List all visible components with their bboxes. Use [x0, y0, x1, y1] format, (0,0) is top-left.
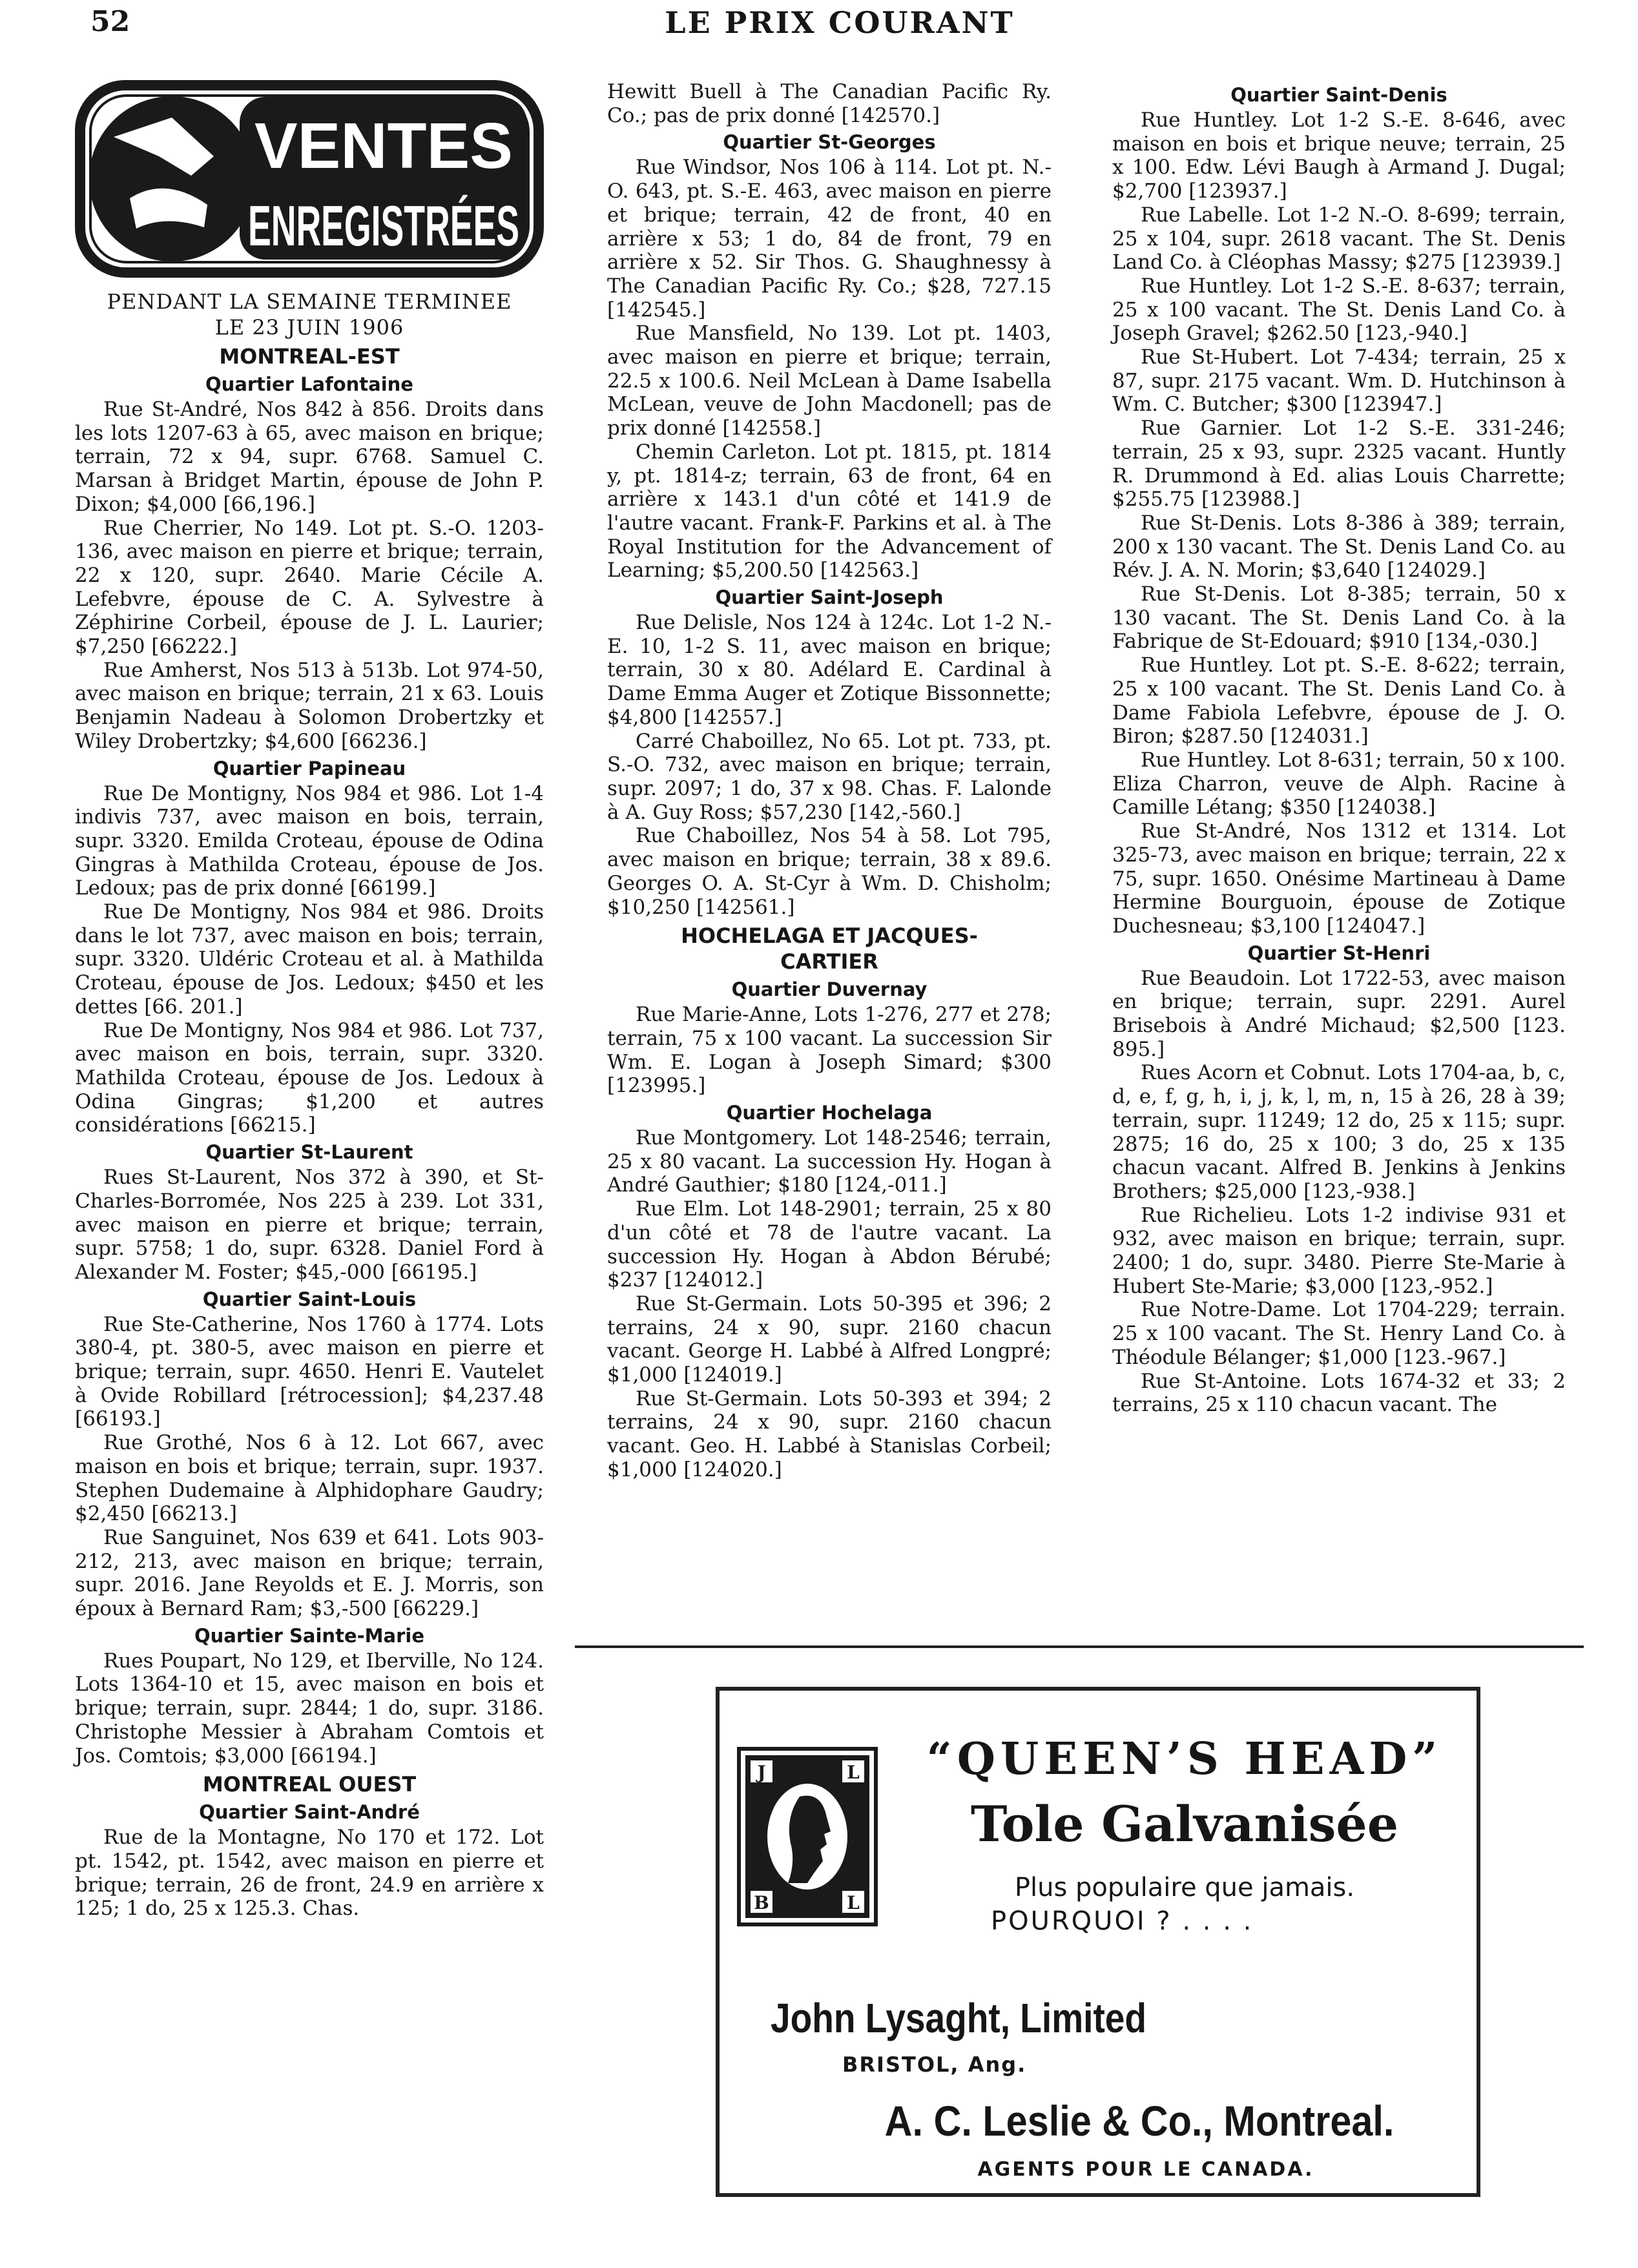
column-divider-rule — [575, 1645, 1584, 1648]
ventes-enregistrees-logo — [75, 79, 544, 279]
logo-line2: ENREGISTRÉES — [248, 194, 519, 258]
week-line-2: LE 23 JUIN 1906 — [214, 315, 404, 340]
page-number: 52 — [90, 5, 130, 38]
sale-entry: Rue Elm. Lot 148-2901; terrain, 25 x 80 d'un côté et 78 de l'autre vacant. La succession Hy. Hogan à Abdon Bérubé; $237 [124012.] — [607, 1197, 1052, 1292]
sale-entry: Rue St-Denis. Lot 8-385; terrain, 50 x 130 vacant. The St. Denis Land Co. à la Fabrique de St-Edouard; $910 [134,-030.] — [1112, 582, 1566, 654]
ad-question: POURQUOI ? . . . . — [991, 1906, 1254, 1936]
quartier-heading: Quartier St-Laurent — [205, 1141, 413, 1164]
sale-entry: Rue De Montigny, Nos 984 et 986. Lot 737, avec maison en bois, terrain, supr. 3320. Mathilda Croteau, épouse de Jos. Ledoux à Odina Gingras; $1,200 et autres considérations [66215.] — [75, 1018, 544, 1137]
sale-entry: Rue Notre-Dame. Lot 1704-229; terrain. 25 x 100 vacant. The St. Henry Land Co. à Théodule Bélanger; $1,000 [123.-967.] — [1112, 1298, 1566, 1369]
sale-entry: Rue de la Montagne, No 170 et 172. Lot pt. 1542, pt. 1542, avec maison en pierre et brique; terrain, 26 de front, 24.9 en arrière x 125; 1 do, 25 x 125.3. Chas. — [75, 1826, 544, 1921]
svg-text:J: J — [757, 1762, 766, 1783]
sale-entry: Rue Sanguinet, Nos 639 et 641. Lots 903-212, 213, avec maison en brique; terrain, supr. 2016. Jane Reyolds et E. J. Morris, son époux à Bernard Ram; $3,-500 [66229.] — [75, 1525, 544, 1621]
section-heading: MONTREAL OUEST — [202, 1772, 417, 1797]
sale-entry: Rue Mansfield, No 139. Lot pt. 1403, avec maison en pierre et brique; terrain, 22.5 x 100.6. Neil McLean à Dame Isabella McLean, veuve de John Macdonell; pas de prix donné [142558.] — [607, 322, 1052, 440]
svg-text:B: B — [754, 1892, 769, 1913]
quartier-heading: Quartier Saint-André — [199, 1801, 420, 1824]
sale-entry: Rue Richelieu. Lots 1-2 indivise 931 et 932, avec maison en brique; terrain, supr. 2400; 1 do, supr. 3480. Pierre Ste-Marie à Hubert Ste-Marie; $3,000 [123,-952.] — [1112, 1203, 1566, 1298]
week-line-1: PENDANT LA SEMAINE TERMINEE — [107, 289, 512, 314]
sale-entry: Rue Grothé, Nos 6 à 12. Lot 667, avec maison en bois et brique; terrain, supr. 1937. Stephen Dudemaine à Alphidophare Gaudry; $2,450 [66213.] — [75, 1431, 544, 1526]
sale-entry: Rue St-Germain. Lots 50-393 et 394; 2 terrains, 24 x 90, supr. 2160 chacun vacant. Geo. H. Labbé à Stanislas Corbeil; $1,000 [124020.] — [607, 1387, 1052, 1481]
section-heading: MONTREAL-EST — [219, 344, 400, 369]
ad-manufacturer: John Lysaght, Limited — [770, 1995, 1147, 2041]
ad-agent-role: AGENTS POUR LE CANADA. — [977, 2158, 1314, 2181]
quartier-heading: Quartier Lafontaine — [205, 373, 413, 395]
sale-entry: Carré Chaboillez, No 65. Lot pt. 733, pt. S.-O. 732, avec maison en brique; terrain, supr. 2097; 1 do, 37 x 98. Chas. F. Lalonde à A. Guy Ross; $57,230 [142,-560.] — [607, 729, 1052, 824]
section-heading: HOCHELAGA ET JACQUES- — [681, 923, 978, 949]
quartier-heading: Quartier Saint-Joseph — [715, 586, 944, 609]
quartier-heading: Quartier Duvernay — [731, 978, 928, 1001]
sale-entry: Rue De Montigny, Nos 984 et 986. Lot 1-4 indivis 737, avec maison en bois, terrain, supr. 3320. Emilda Croteau, épouse de Odina Gingras à Mathilda Croteau, épouse de Jos. Ledoux; pas de prix donné [66199.] — [75, 781, 544, 900]
sale-entry: Rue St-André, Nos 842 à 856. Droits dans les lots 1207-63 à 65, avec maison en brique; terrain, 72 x 94, supr. 6768. Samuel C. Marsan à Bridget Martin, épouse de John P. Dixon; $4,000 [66,196.] — [75, 398, 544, 516]
sale-entry: Rue Delisle, Nos 124 à 124c. Lot 1-2 N.-E. 10, 1-2 S. 11, avec maison en brique; terrain, 30 x 80. Adélard E. Cardinal à Dame Emma Auger et Zotique Bissonnette; $4,800 [142557.] — [607, 611, 1052, 729]
logo-line1: VENTES — [254, 110, 513, 182]
sale-entry: Rue Beaudoin. Lot 1722-53, avec maison en brique; terrain, supr. 2291. Aurel Brisebois à André Michaud; $2,500 [123. 895.] — [1112, 966, 1566, 1061]
sale-entry: Rue Cherrier, No 149. Lot pt. S.-O. 1203-136, avec maison en pierre et brique; terrain, 22 x 120, supr. 2640. Marie Cécile A. Lefebvre, épouse de C. A. Sylvestre à Zéphirine Corbeil, épouse de J. L. Laurier; $7,250 [66222.] — [75, 516, 544, 659]
sale-entry: Rue Amherst, Nos 513 à 513b. Lot 974-50, avec maison en brique; terrain, 21 x 63. Louis Benjamin Nadeau à Solomon Drobertzky et Wiley Drobertzky; $4,600 [66236.] — [75, 658, 544, 753]
sale-entry: Rue St-Germain. Lots 50-395 et 396; 2 terrains, 24 x 90, supr. 2160 chacun vacant. George H. Labbé à Alfred Longpré; $1,000 [124019.] — [607, 1292, 1052, 1387]
quartier-heading: Quartier Papineau — [213, 757, 406, 779]
svg-text:L: L — [847, 1762, 860, 1783]
journal-title: LE PRIX COURANT — [665, 5, 1015, 40]
quartier-heading: Quartier St-Georges — [723, 131, 936, 154]
sale-entry: Rues Acorn et Cobnut. Lots 1704-aa, b, c, d, e, f, g, h, i, j, k, l, m, n, 15 à 26, 28 à 39; terrain, supr. 11249; 12 do, 25 x 115; supr. 2875; 16 do, 25 x 100; 3 do, 25 x 135 chacun vacant. Alfred B. Jenkins à Jenkins Brothers; $25,000 [123,-938.] — [1112, 1061, 1566, 1203]
queen-head-stamp-icon — [736, 1746, 878, 1927]
sale-entry: Rue Huntley. Lot pt. S.-E. 8-622; terrain, 25 x 100 vacant. The St. Denis Land Co. à Dame Fabiola Lefebvre, épouse de J. O. Biron; $287.50 [124031.] — [1112, 654, 1566, 748]
sale-entry: Rue Montgomery. Lot 148-2546; terrain, 25 x 80 vacant. La succession Hy. Hogan à André Gauthier; $180 [124,-011.] — [607, 1126, 1052, 1197]
sale-entry: Rue Marie-Anne, Lots 1-276, 277 et 278; terrain, 75 x 100 vacant. La succession Sir Wm. E. Logan à Joseph Simard; $300 [123995.] — [607, 1003, 1052, 1098]
sale-entry: Rue St-André, Nos 1312 et 1314. Lot 325-73, avec maison en brique; terrain, 22 x 75, supr. 1650. Onésime Martineau à Dame Hermine Bourguoin, épouse de Zotique Duchesneau; $3,100 [124047.] — [1112, 820, 1566, 938]
ad-brand: “QUEEN’S HEAD” — [926, 1733, 1443, 1785]
column-3 — [1112, 83, 1566, 1417]
quartier-heading: Quartier Sainte-Marie — [194, 1624, 424, 1647]
ad-manufacturer-city: BRISTOL, Ang. — [842, 2052, 1027, 2077]
sale-entry: Rue Ste-Catherine, Nos 1760 à 1774. Lots 380-4, pt. 380-5, avec maison en pierre et brique; terrain, supr. 4650. Henri E. Vautelet à Ovide Robillard [rétrocession]; $4,237.48 [66193.] — [75, 1312, 544, 1431]
ad-tagline: Plus populaire que jamais. — [1014, 1873, 1355, 1902]
sale-entry: Rue Garnier. Lot 1-2 S.-E. 331-246; terrain, 25 x 93, supr. 2325 vacant. Huntly R. Drummond à Ed. alias Louis Charrette; $255.75 [123988.] — [1112, 417, 1566, 511]
queens-head-advertisement — [716, 1687, 1480, 2197]
svg-text:L: L — [847, 1892, 860, 1913]
sale-entry: Rue De Montigny, Nos 984 et 986. Droits dans le lot 737, avec maison en bois; terrain, supr. 3320. Uldéric Croteau et al. à Mathilda Croteau, épouse de Jos. Ledoux; $450 et les dettes [66. 201.] — [75, 900, 544, 1018]
column-1 — [75, 79, 544, 1921]
sale-entry: Rue Windsor, Nos 106 à 114. Lot pt. N.-O. 643, pt. S.-E. 463, avec maison en pierre et brique; terrain, 42 de front, 40 en arrière x 53; 1 do, 84 de front, 79 en arrière x 52. Sir Thos. G. Shaughnessy à The Canadian Pacific Ry. Co.; $28, 727.15 [142545.] — [607, 156, 1052, 322]
sale-entry: Rue Huntley. Lot 1-2 S.-E. 8-646, avec maison en bois et brique neuve; terrain, 25 x 100. Edw. Lévi Baugh à Armand J. Dugal; $2,700 [123937.] — [1112, 108, 1566, 203]
sale-entry: Rue St-Antoine. Lots 1674-32 et 33; 2 terrains, 25 x 110 chacun vacant. The — [1112, 1369, 1566, 1417]
sale-entry: Rue Chaboillez, Nos 54 à 58. Lot 795, avec maison en brique; terrain, 38 x 89.6. Georges O. A. St-Cyr à Wm. D. Chisholm; $10,250 [142561.] — [607, 824, 1052, 919]
sale-entry: Rue St-Denis. Lots 8-386 à 389; terrain, 200 x 130 vacant. The St. Denis Land Co. au Rév. J. A. N. Morin; $3,640 [124029.] — [1112, 511, 1566, 582]
sale-entry: Rue Huntley. Lot 8-631; terrain, 50 x 100. Eliza Charron, veuve de Alph. Racine à Camille Létang; $350 [124038.] — [1112, 748, 1566, 820]
sale-entry: Rue Labelle. Lot 1-2 N.-O. 8-699; terrain, 25 x 104, supr. 2618 vacant. The St. Denis Land Co. à Cléophas Massy; $275 [123939.] — [1112, 203, 1566, 274]
sale-entry: Rues St-Laurent, Nos 372 à 390, et St-Charles-Borromée, Nos 225 à 239. Lot 331, avec maison en pierre et brique; terrain, supr. 5758; 1 do, supr. 6328. Daniel Ford à Alexander M. Foster; $45,-000 [66195.] — [75, 1166, 544, 1284]
sale-entry: Rue Huntley. Lot 1-2 S.-E. 8-637; terrain, 25 x 100 vacant. The St. Denis Land Co. à Joseph Gravel; $262.50 [123,-940.] — [1112, 274, 1566, 345]
sale-entry: Chemin Carleton. Lot pt. 1815, pt. 1814 y, pt. 1814-z; terrain, 63 de front, 64 en arrière x 143.1 d'un côté et 141.9 de l'autre vacant. Frank-F. Parkins et al. à The Royal Institution for the Advancement of Learning; $5,200.50 [142563.] — [607, 440, 1052, 582]
ad-product: Tole Galvanisée — [970, 1795, 1399, 1853]
ad-agent: A. C. Leslie & Co., Montreal. — [884, 2097, 1394, 2145]
column-2 — [607, 80, 1052, 1482]
quartier-heading: Quartier St-Henri — [1247, 942, 1431, 964]
sale-entry: Hewitt Buell à The Canadian Pacific Ry. Co.; pas de prix donné [142570.] — [607, 80, 1052, 127]
quartier-heading: Quartier Saint-Louis — [202, 1288, 417, 1310]
section-heading-cont: CARTIER — [780, 949, 878, 974]
quartier-heading: Quartier Saint-Denis — [1230, 84, 1447, 106]
sale-entry: Rues Poupart, No 129, et Iberville, No 124. Lots 1364-10 et 15, avec maison en bois et brique; terrain, supr. 2844; 1 do, supr. 3186. Christophe Messier à Abraham Comtois et Jos. Comtois; $3,000 [66194.] — [75, 1649, 544, 1768]
quartier-heading: Quartier Hochelaga — [726, 1102, 933, 1124]
sale-entry: Rue St-Hubert. Lot 7-434; terrain, 25 x 87, supr. 2175 vacant. Wm. D. Hutchinson à Wm. C. Butcher; $300 [123947.] — [1112, 345, 1566, 417]
